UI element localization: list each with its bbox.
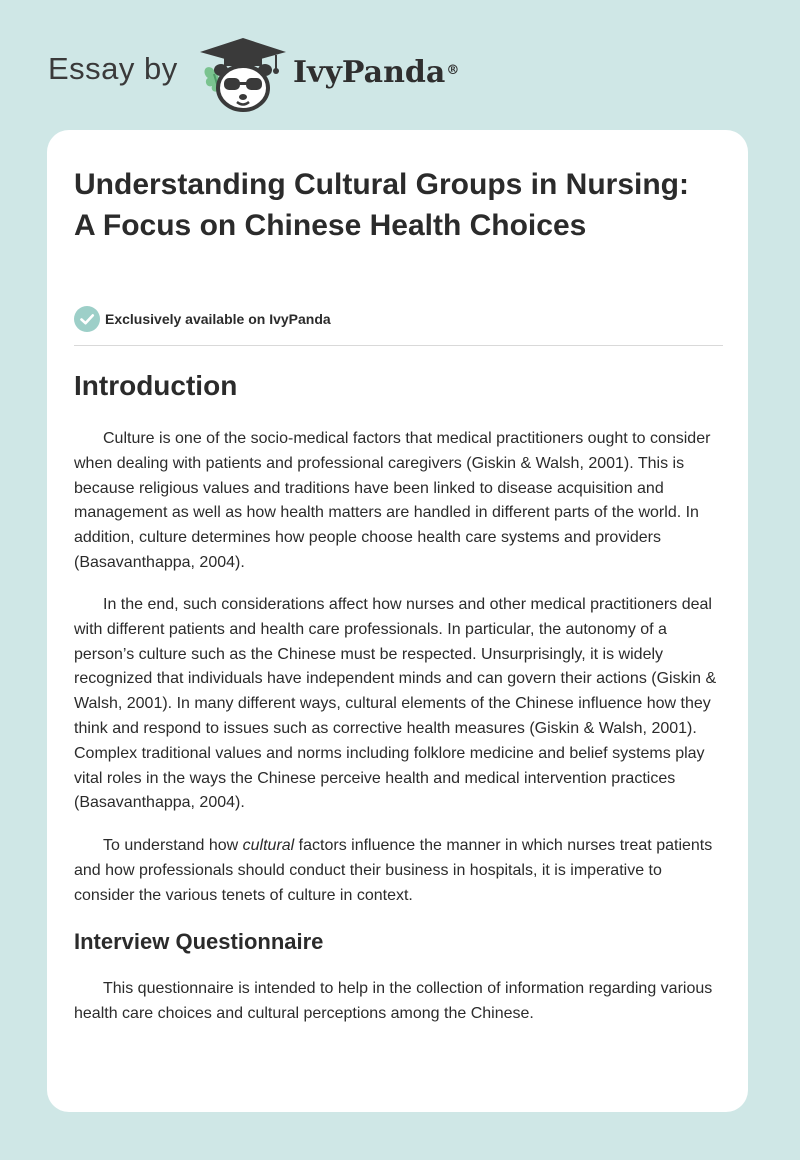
site-header: [0, 0, 800, 120]
paragraph-4: This questionnaire is intended to help in the collection of information regarding various health care choices and cultural perceptions among the Chinese.: [74, 980, 713, 1022]
essay-by-label: Essay by: [48, 51, 178, 86]
paragraph-1: Culture is one of the socio-medical factors that medical practitioners ought to consider when dealing with patients and professional caregivers (Giskin & Walsh, 2001). This is because religious values and traditions have been linked to disease acquisition and management as well as how health matters are handled in different parts of the world. In addition, culture determines how people choose health care systems and providers (Basavanthappa, 2004).: [74, 430, 711, 571]
essay-card: [47, 130, 748, 1112]
paragraph-3: [74, 834, 723, 908]
exclusive-badge: [74, 306, 331, 332]
paragraph-3-emphasis: cultural: [242, 837, 295, 854]
paragraph-3-end: factors influence the manner in which nurses treat patients and how professionals should conduct their business in hospitals, it is imperative to consider the various tenets of culture in context.: [74, 837, 713, 904]
paragraph-3-start: To understand how: [103, 837, 243, 854]
panda-graduate-icon[interactable]: [200, 34, 286, 114]
brand-name: IvyPanda: [293, 55, 446, 90]
badge-label: Exclusively available on IvyPanda: [105, 311, 331, 327]
checkmark-icon: [74, 306, 100, 332]
brand-logo-text[interactable]: [293, 55, 459, 91]
paragraph-2: In the end, such considerations affect how nurses and other medical practitioners deal with different patients and health care professionals. In particular, the autonomy of a person’s culture such as the Chinese must be respected. Unsurprisingly, it is widely recognized that individuals have independent minds and can govern their actions (Giskin & Walsh, 2001). In many different ways, cultural elements of the Chinese influence how they think and respond to issues such as corrective health measures (Giskin & Walsh, 2001). Complex traditional values and norms including folklore medicine and belief systems play vital roles in the ways the Chinese perceive health and medical intervention practices (Basavanthappa, 2004).: [74, 596, 717, 812]
essay-title: Understanding Cultural Groups in Nursing: A Focus on Chinese Health Choices: [74, 168, 689, 242]
introduction-heading: Introduction: [74, 370, 238, 401]
interview-questionnaire-heading: Interview Questionnaire: [74, 929, 324, 954]
title-divider: [74, 345, 723, 346]
registered-mark: ®: [446, 63, 460, 78]
